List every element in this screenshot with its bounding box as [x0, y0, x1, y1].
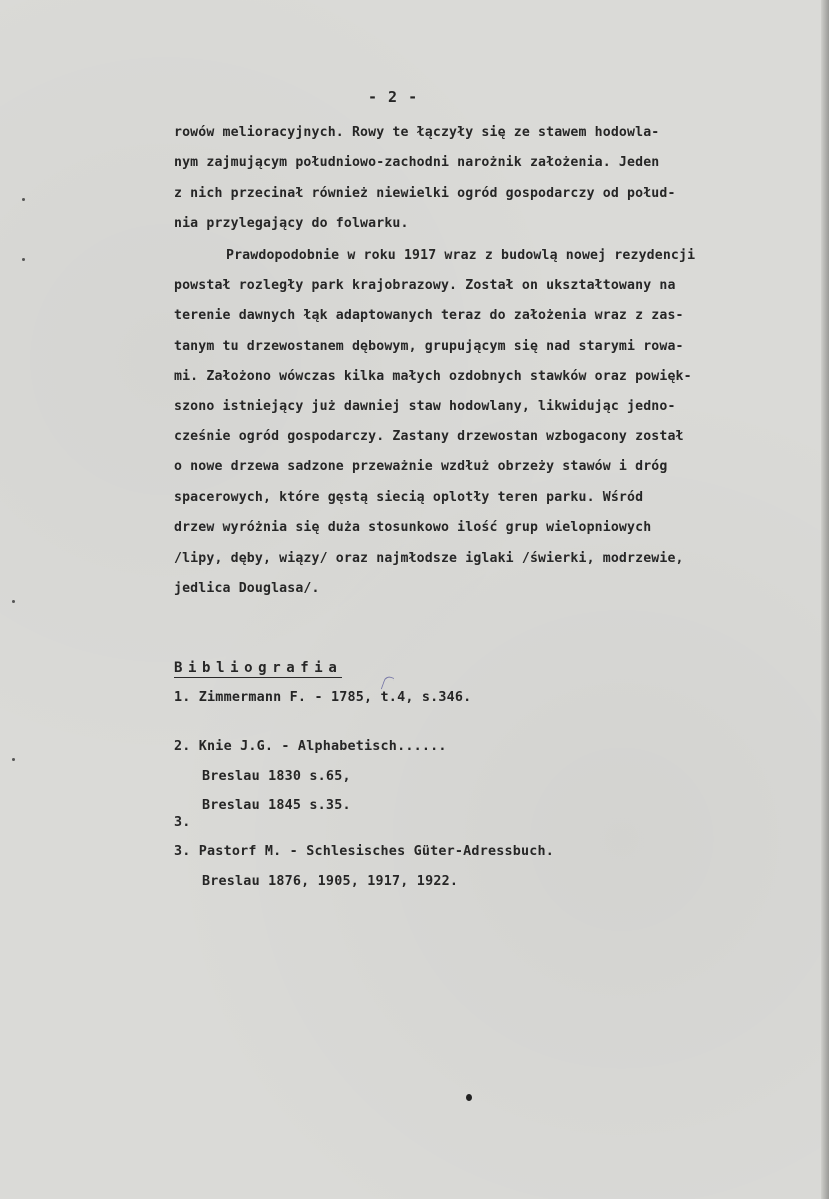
- struck-entry-number: 3.: [174, 815, 191, 830]
- body-line: szono istniejący już dawniej staw hodowlany, likwidując jedno-: [174, 399, 676, 414]
- bibliography-entry-continuation: Breslau 1876, 1905, 1917, 1922.: [202, 874, 459, 889]
- body-line: rowów melioracyjnych. Rowy te łączyły się ze stawem hodowla-: [174, 125, 660, 140]
- body-line: powstał rozległy park krajobrazowy. Został on ukształtowany na: [174, 278, 676, 293]
- margin-speck: [12, 600, 15, 603]
- body-line: z nich przecinał również niewielki ogród gospodarczy od połud-: [174, 186, 676, 201]
- body-line: spacerowych, które gęstą siecią oplotły teren parku. Wśród: [174, 490, 644, 505]
- body-line: nia przylegający do folwarku.: [174, 216, 409, 231]
- body-line: Prawdopodobnie w roku 1917 wraz z budowlą nowej rezydencji: [226, 248, 696, 263]
- body-line: cześnie ogród gospodarczy. Zastany drzewostan wzbogacony został: [174, 429, 684, 444]
- bibliography-entry: 1. Zimmermann F. - 1785, t.4, s.346.: [174, 690, 472, 705]
- bibliography-heading: Bibliografia: [174, 660, 343, 676]
- body-line: terenie dawnych łąk adaptowanych teraz do założenia wraz z zas-: [174, 308, 684, 323]
- bibliography-entry: 3. Pastorf M. - Schlesisches Güter-Adressbuch.: [174, 844, 555, 859]
- margin-speck: [22, 258, 25, 261]
- body-line: tanym tu drzewostanem dębowym, grupującym się nad starymi rowa-: [174, 339, 684, 354]
- punch-hole: [466, 1094, 472, 1101]
- margin-speck: [12, 758, 15, 761]
- bibliography-entry-continuation: Breslau 1845 s.35.: [202, 798, 351, 813]
- page-edge: [821, 0, 829, 1199]
- body-line: o nowe drzewa sadzone przeważnie wzdłuż obrzeży stawów i dróg: [174, 459, 668, 474]
- body-line: nym zajmującym południowo-zachodni narożnik założenia. Jeden: [174, 155, 660, 170]
- body-line: /lipy, dęby, wiązy/ oraz najmłodsze iglaki /świerki, modrzewie,: [174, 551, 684, 566]
- page-number: - 2 -: [368, 88, 419, 106]
- bibliography-entry: 2. Knie J.G. - Alphabetisch......: [174, 739, 447, 754]
- margin-speck: [22, 198, 25, 201]
- body-line: drzew wyróżnia się duża stosunkowo ilość grup wielopniowych: [174, 520, 652, 535]
- body-line: jedlica Douglasa/.: [174, 581, 320, 596]
- bibliography-entry-continuation: Breslau 1830 s.65,: [202, 769, 351, 784]
- body-line: mi. Założono wówczas kilka małych ozdobnych stawków oraz powięk-: [174, 369, 692, 384]
